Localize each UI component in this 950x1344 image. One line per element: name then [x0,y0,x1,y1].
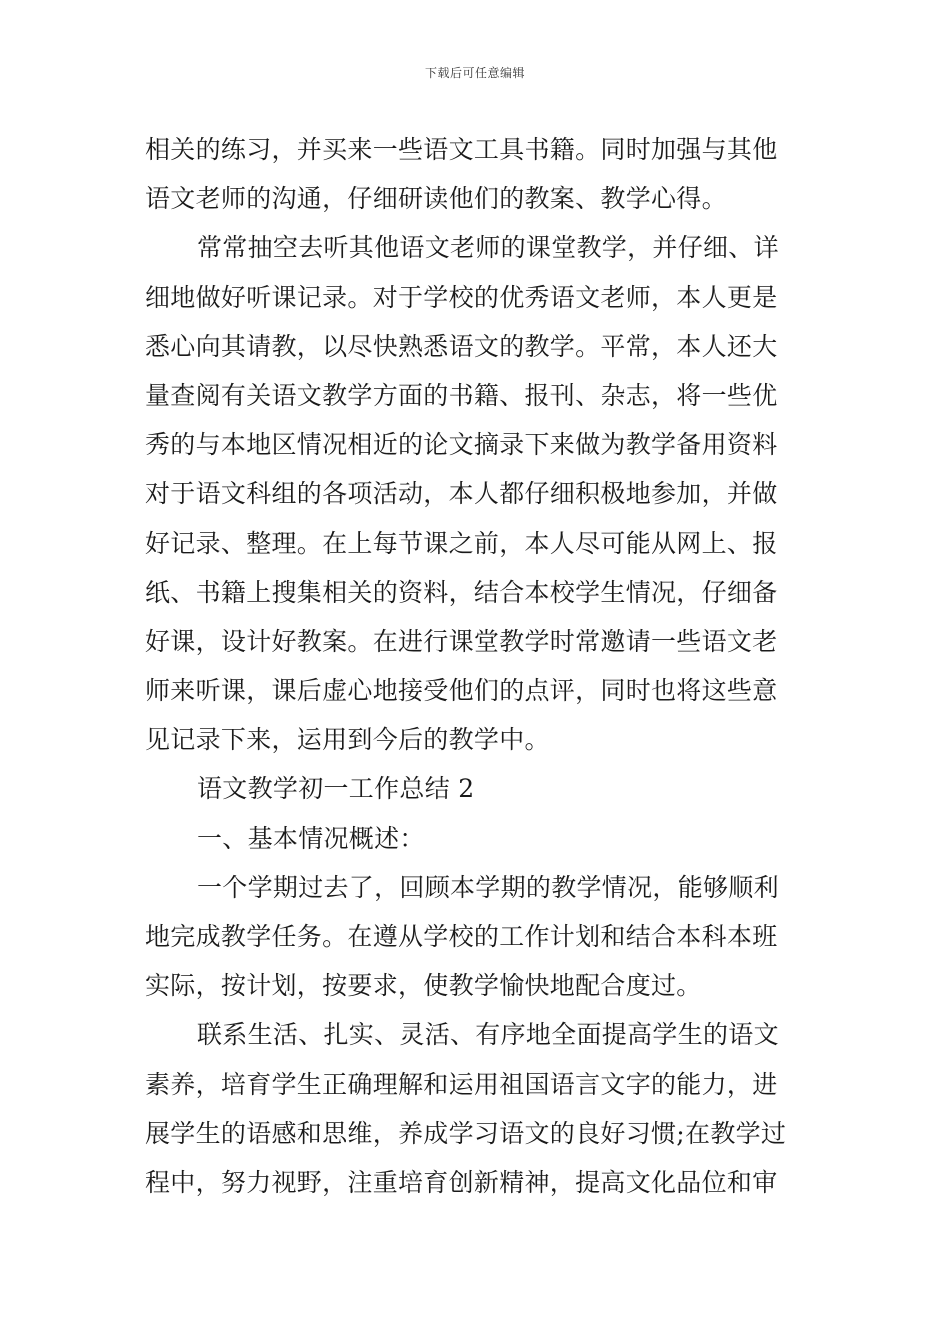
text-line: 相关的练习，并买来一些语文工具书籍。同时加强与其他 [145,135,778,164]
text-line: 对于语文科组的各项活动，本人都仔细积极地参加，并做 [145,479,778,509]
text-line: 一、基本情况概述： [197,823,425,853]
text-line: 师来听课，课后虚心地接受他们的点评，同时也将这些意 [145,676,778,706]
text-line: 好记录、整理。在上每节课之前，本人尽可能从网上、报 [145,528,778,558]
text-line: 悉心向其请教，以尽快熟悉语文的教学。平常，本人还大 [145,331,778,361]
text-line: 展学生的语感和思维，养成学习语文的良好习惯;在教学过 [145,1118,787,1148]
text-line: 联系生活、扎实、灵活、有序地全面提高学生的语文 [197,1020,779,1050]
document-body [145,125,810,1207]
text-line: 一个学期过去了，回顾本学期的教学情况，能够顺利 [197,872,779,902]
text-line: 细地做好听课记录。对于学校的优秀语文老师，本人更是 [145,282,778,312]
text-line: 好课，设计好教案。在进行课堂教学时常邀请一些语文老 [145,626,778,656]
text-line: 程中，努力视野，注重培育创新精神，提高文化品位和审 [145,1167,778,1197]
text-line: 纸、书籍上搜集相关的资料，结合本校学生情况，仔细备 [145,577,778,607]
text-line: 常常抽空去听其他语文老师的课堂教学，并仔细、详 [197,233,779,263]
text-line: 实际，按计划，按要求，使教学愉快地配合度过。 [145,971,702,1001]
text-line: 秀的与本地区情况相近的论文摘录下来做为教学备用资料 [145,430,778,460]
page-header: 下载后可任意编辑 [424,66,525,80]
text-line: 素养，培育学生正确理解和运用祖国语言文字的能力，进 [145,1069,778,1099]
text-line: 语文教学初一工作总结 2 [197,774,475,804]
text-line: 见记录下来，运用到今后的教学中。 [145,725,550,755]
text-line: 量查阅有关语文教学方面的书籍、报刊、杂志，将一些优 [145,380,778,410]
text-line: 地完成教学任务。在遵从学校的工作计划和结合本科本班 [145,922,778,951]
text-line: 语文老师的沟通，仔细研读他们的教案、教学心得。 [145,184,727,214]
